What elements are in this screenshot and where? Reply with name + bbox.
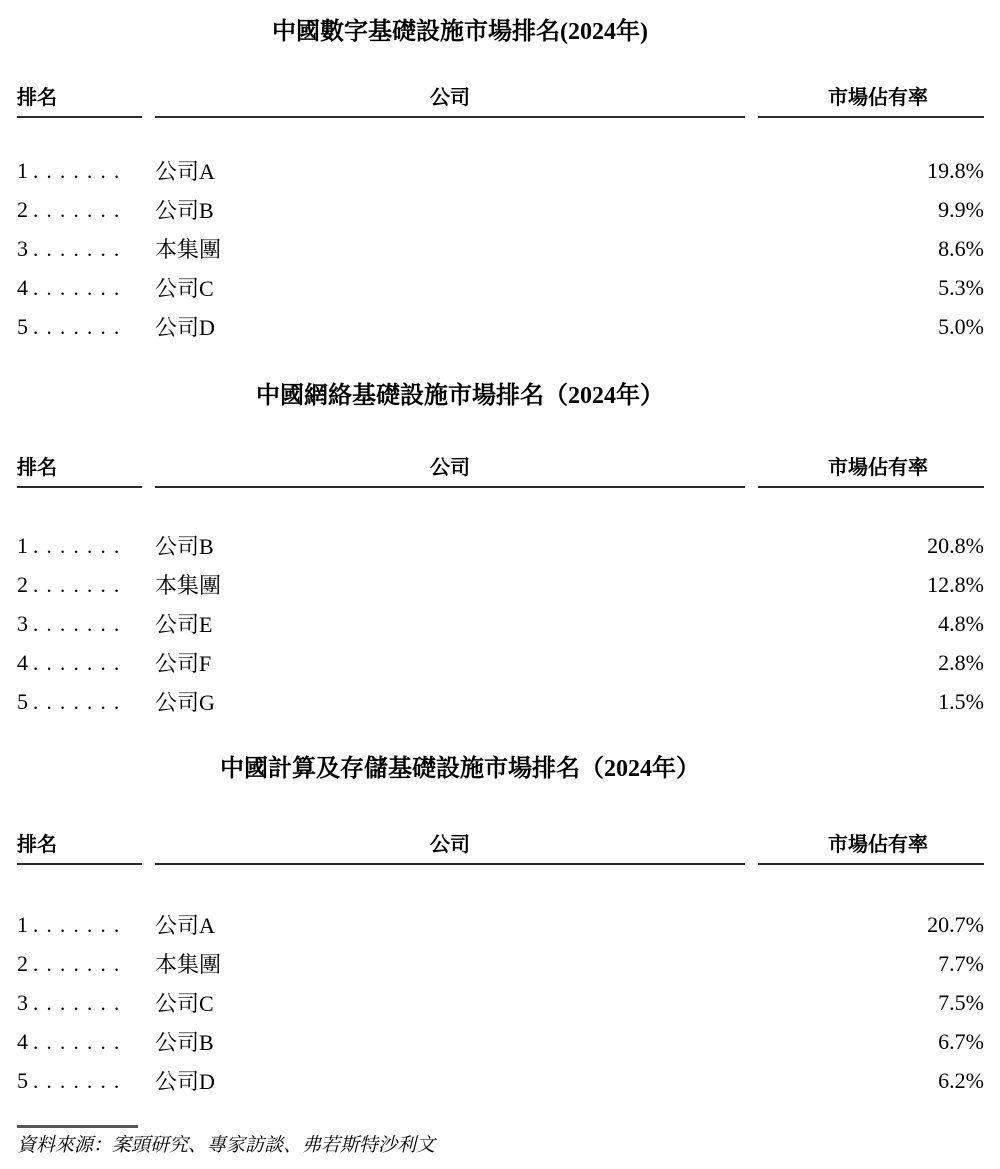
company-cell: 公司B bbox=[155, 534, 214, 559]
table-row bbox=[17, 643, 984, 682]
dot-leader: . . . . . . . bbox=[33, 236, 121, 261]
share-cell: 2.8% bbox=[938, 649, 984, 675]
rank-cell bbox=[17, 572, 142, 598]
rank-number: 1 bbox=[17, 911, 28, 937]
rank-number: 4 bbox=[17, 1028, 28, 1054]
dot-leader: . . . . . . . bbox=[33, 1029, 121, 1054]
header-share: 市場佔有率 bbox=[758, 86, 984, 118]
source-note: 資料來源：案頭研究、專家訪談、弗若斯特沙利文 bbox=[17, 1135, 436, 1156]
rank-cell bbox=[17, 912, 142, 938]
share-cell: 5.0% bbox=[938, 313, 984, 339]
dot-leader: . . . . . . . bbox=[33, 689, 121, 714]
share-cell: 5.3% bbox=[938, 274, 984, 300]
dot-leader: . . . . . . . bbox=[33, 275, 121, 300]
company-cell: 公司D bbox=[155, 315, 215, 340]
share-cell: 1.5% bbox=[938, 688, 984, 714]
rank-cell bbox=[17, 158, 142, 184]
header-rank: 排名 bbox=[17, 833, 142, 865]
table-body bbox=[17, 151, 984, 346]
table-section-compute-storage-infra bbox=[0, 753, 1000, 1100]
table-row bbox=[17, 307, 984, 346]
company-cell: 本集團 bbox=[155, 952, 222, 977]
rank-cell bbox=[17, 1068, 142, 1094]
rank-cell bbox=[17, 689, 142, 715]
table-row bbox=[17, 190, 984, 229]
rank-cell bbox=[17, 314, 142, 340]
company-cell: 本集團 bbox=[155, 573, 222, 598]
share-cell: 20.7% bbox=[927, 911, 984, 937]
dot-leader: . . . . . . . bbox=[33, 951, 121, 976]
share-cell: 9.9% bbox=[938, 196, 984, 222]
company-cell: 本集團 bbox=[155, 237, 222, 262]
share-cell: 12.8% bbox=[927, 571, 984, 597]
table-row bbox=[17, 944, 984, 983]
table-row bbox=[17, 151, 984, 190]
rank-cell bbox=[17, 951, 142, 977]
header-rank: 排名 bbox=[17, 456, 142, 488]
table-row bbox=[17, 565, 984, 604]
table-row bbox=[17, 604, 984, 643]
dot-leader: . . . . . . . bbox=[33, 990, 121, 1015]
table-title: 中國計算及存儲基礎設施市場排名（2024年） bbox=[220, 756, 700, 782]
rank-number: 1 bbox=[17, 532, 28, 558]
dot-leader: . . . . . . . bbox=[33, 650, 121, 675]
table-row bbox=[17, 1022, 984, 1061]
rank-number: 3 bbox=[17, 610, 28, 636]
dot-leader: . . . . . . . bbox=[33, 158, 121, 183]
share-cell: 4.8% bbox=[938, 610, 984, 636]
company-cell: 公司D bbox=[155, 1069, 215, 1094]
share-cell: 6.7% bbox=[938, 1028, 984, 1054]
rank-cell bbox=[17, 990, 142, 1016]
rank-number: 3 bbox=[17, 989, 28, 1015]
header-company: 公司 bbox=[155, 833, 745, 865]
rank-cell bbox=[17, 236, 142, 262]
dot-leader: . . . . . . . bbox=[33, 197, 121, 222]
table-section-digital-infra bbox=[0, 0, 1000, 346]
share-cell: 7.7% bbox=[938, 950, 984, 976]
table-header-row bbox=[17, 833, 984, 865]
rank-cell bbox=[17, 197, 142, 223]
header-share: 市場佔有率 bbox=[758, 456, 984, 488]
share-cell: 20.8% bbox=[927, 532, 984, 558]
header-company: 公司 bbox=[155, 456, 745, 488]
rank-number: 3 bbox=[17, 235, 28, 261]
table-title: 中國數字基礎設施市場排名(2024年) bbox=[272, 19, 648, 45]
rank-number: 4 bbox=[17, 274, 28, 300]
company-cell: 公司B bbox=[155, 198, 214, 223]
table-body bbox=[17, 905, 984, 1100]
dot-leader: . . . . . . . bbox=[33, 533, 121, 558]
dot-leader: . . . . . . . bbox=[33, 611, 121, 636]
source-footer bbox=[0, 1125, 1000, 1158]
company-cell: 公司A bbox=[155, 913, 215, 938]
rank-number: 5 bbox=[17, 1067, 28, 1093]
rank-cell bbox=[17, 1029, 142, 1055]
table-header-row bbox=[17, 86, 984, 118]
rank-cell bbox=[17, 650, 142, 676]
table-row bbox=[17, 682, 984, 721]
header-company: 公司 bbox=[155, 86, 745, 118]
rank-number: 2 bbox=[17, 196, 28, 222]
rank-number: 2 bbox=[17, 950, 28, 976]
table-row bbox=[17, 983, 984, 1022]
company-cell: 公司E bbox=[155, 612, 213, 637]
table-row bbox=[17, 526, 984, 565]
rank-cell bbox=[17, 275, 142, 301]
share-cell: 19.8% bbox=[927, 157, 984, 183]
dot-leader: . . . . . . . bbox=[33, 572, 121, 597]
table-row bbox=[17, 905, 984, 944]
company-cell: 公司G bbox=[155, 690, 215, 715]
table-body bbox=[17, 526, 984, 721]
source-divider-line bbox=[17, 1125, 138, 1128]
rank-number: 5 bbox=[17, 313, 28, 339]
rank-number: 4 bbox=[17, 649, 28, 675]
share-cell: 8.6% bbox=[938, 235, 984, 261]
table-row bbox=[17, 268, 984, 307]
share-cell: 6.2% bbox=[938, 1067, 984, 1093]
header-share: 市場佔有率 bbox=[758, 833, 984, 865]
header-rank: 排名 bbox=[17, 86, 142, 118]
company-cell: 公司F bbox=[155, 651, 212, 676]
rank-cell bbox=[17, 611, 142, 637]
table-row bbox=[17, 1061, 984, 1100]
table-header-row bbox=[17, 456, 984, 488]
rank-cell bbox=[17, 533, 142, 559]
dot-leader: . . . . . . . bbox=[33, 314, 121, 339]
company-cell: 公司A bbox=[155, 159, 215, 184]
rank-number: 5 bbox=[17, 688, 28, 714]
dot-leader: . . . . . . . bbox=[33, 912, 121, 937]
table-title: 中國網絡基礎設施市場排名（2024年） bbox=[256, 383, 664, 409]
share-cell: 7.5% bbox=[938, 989, 984, 1015]
dot-leader: . . . . . . . bbox=[33, 1068, 121, 1093]
table-row bbox=[17, 229, 984, 268]
company-cell: 公司C bbox=[155, 991, 214, 1016]
rank-number: 2 bbox=[17, 571, 28, 597]
rank-number: 1 bbox=[17, 157, 28, 183]
company-cell: 公司C bbox=[155, 276, 214, 301]
table-section-network-infra bbox=[0, 380, 1000, 721]
company-cell: 公司B bbox=[155, 1030, 214, 1055]
